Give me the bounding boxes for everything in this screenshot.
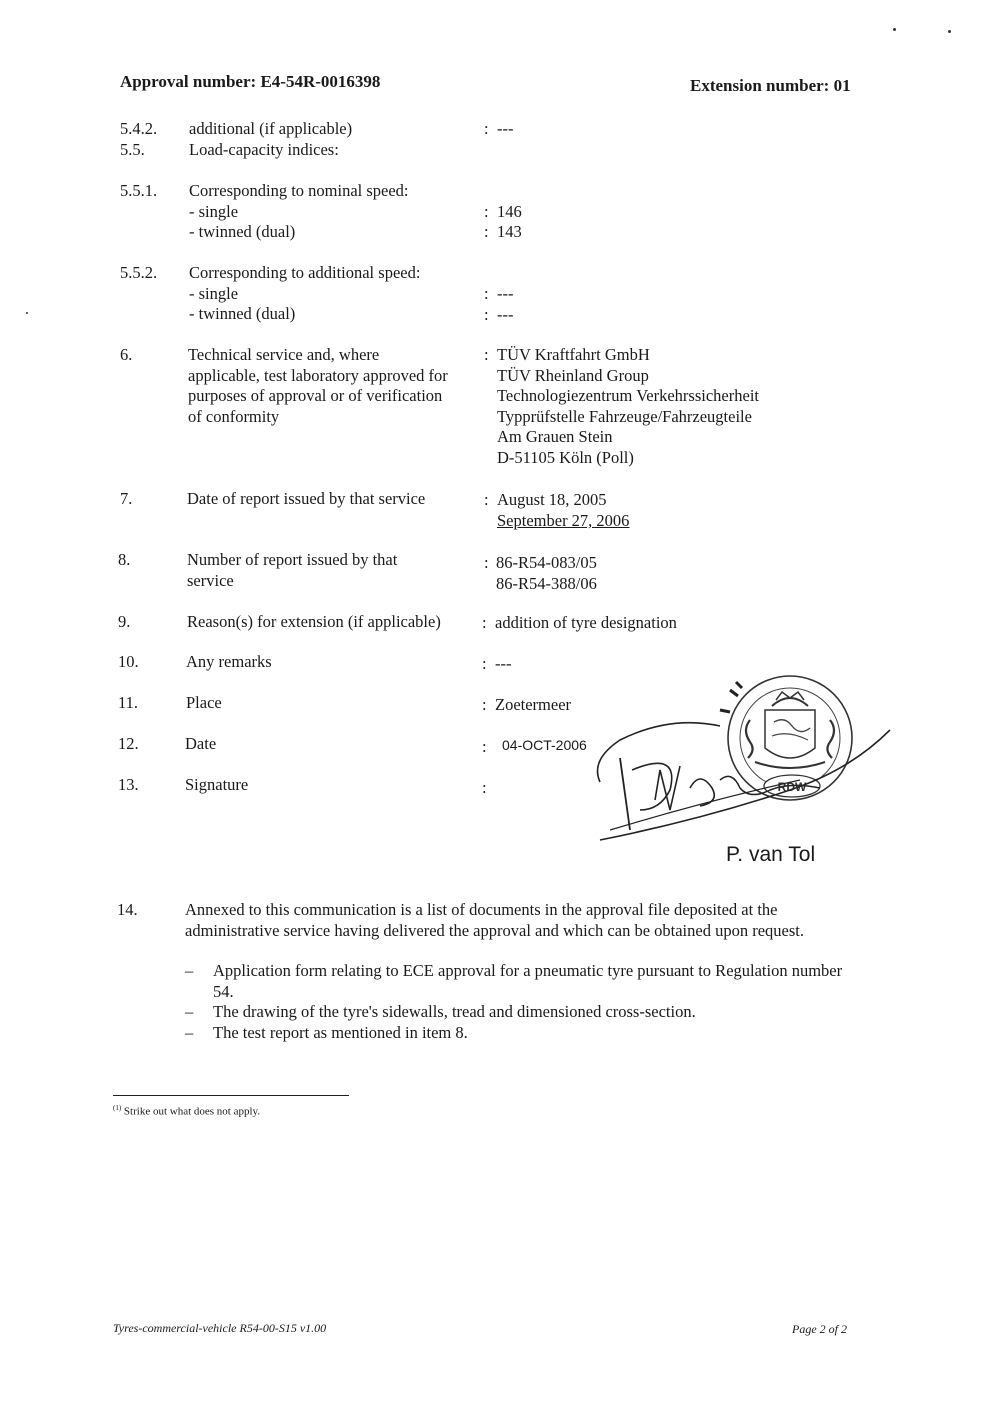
item-label: Place — [186, 693, 222, 712]
colon: : — [484, 345, 489, 364]
rdw-seal-and-signature — [560, 670, 900, 850]
report-number-1: 86-R54-083/05 — [496, 553, 597, 572]
colon: : — [484, 284, 489, 303]
extension-reason: addition of tyre designation — [495, 613, 677, 632]
label-line: of conformity — [188, 406, 280, 426]
label-line: Number of report issued by that — [187, 550, 398, 569]
load-index-single: --- — [497, 284, 514, 303]
approval-number: E4-54R-0016398 — [260, 72, 381, 91]
scan-speck — [948, 30, 951, 33]
sub-label-single: - single — [189, 284, 239, 303]
technical-service-address — [497, 345, 759, 468]
bullet-dash: – — [185, 1023, 194, 1042]
approval-label: Approval number: — [120, 72, 257, 91]
address-line: TÜV Rheinland Group — [497, 365, 649, 385]
load-index-single: 146 — [497, 202, 522, 221]
annex-paragraph: Annexed to this communication is a list of documents in the approval file deposited at the administrative service having delivered the approval and which can be obtained upon request. — [185, 900, 804, 940]
load-index-twinned: --- — [497, 305, 514, 324]
remarks-value: --- — [495, 654, 512, 673]
label-line: Technical service and, where — [188, 345, 380, 364]
report-date-1: August 18, 2005 — [497, 490, 607, 509]
signatory-name: P. van Tol — [726, 843, 816, 866]
colon: : — [484, 553, 489, 572]
colon: : — [482, 613, 487, 632]
address-line: D-51105 Köln (Poll) — [497, 447, 634, 467]
scan-speck — [893, 28, 896, 31]
item-number: 5.5.2. — [120, 263, 158, 282]
item-number: 11. — [118, 693, 139, 712]
item-label: Load-capacity indices: — [189, 140, 339, 159]
bullet-text: Application form relating to ECE approval for a pneumatic tyre pursuant to Regulation number 54. — [213, 961, 843, 1001]
list-item — [185, 1023, 845, 1044]
colon: : — [482, 737, 487, 756]
item-label — [188, 345, 448, 427]
item-number: 12. — [118, 734, 139, 753]
scan-speck — [26, 312, 28, 314]
approval-number-heading — [120, 72, 380, 92]
colon: : — [484, 202, 489, 221]
colon: : — [482, 695, 487, 714]
colon: : — [482, 778, 487, 797]
list-item — [185, 1002, 845, 1023]
item-label: Any remarks — [186, 652, 272, 671]
item-number: 6. — [120, 345, 133, 364]
footer-page-number: Page 2 of 2 — [792, 1322, 847, 1336]
date-value: 04-OCT-2006 — [502, 737, 587, 753]
item-label: Signature — [185, 775, 249, 794]
item-value: --- — [497, 119, 514, 138]
footer-document-id: Tyres-commercial-vehicle R54-00-S15 v1.00 — [113, 1321, 327, 1335]
bullet-text: The test report as mentioned in item 8. — [213, 1023, 468, 1042]
footnote-divider — [113, 1095, 349, 1096]
report-date-2: September 27, 2006 — [497, 511, 630, 530]
item-label: Date of report issued by that service — [187, 489, 426, 508]
sub-label-twinned: - twinned (dual) — [189, 222, 296, 241]
colon: : — [484, 490, 489, 509]
load-index-twinned: 143 — [497, 222, 522, 241]
item-number: 10. — [118, 652, 139, 671]
bullet-text: The drawing of the tyre's sidewalls, tread and dimensioned cross-section. — [213, 1002, 696, 1021]
address-line: Technologiezentrum Verkehrssicherheit — [497, 386, 759, 405]
item-label: Date — [185, 734, 217, 753]
item-number: 5.5. — [120, 140, 145, 159]
item-label: Reason(s) for extension (if applicable) — [187, 612, 441, 631]
bullet-dash: – — [185, 961, 194, 980]
label-line: service — [187, 570, 234, 590]
address-line: TÜV Kraftfahrt GmbH — [497, 345, 650, 364]
report-number-2: 86-R54-388/06 — [496, 574, 597, 593]
sub-label-single: - single — [189, 202, 239, 221]
item-number: 7. — [120, 489, 133, 508]
item-number: 5.4.2. — [120, 119, 158, 138]
item-label — [187, 550, 397, 591]
bullet-dash: – — [185, 1002, 194, 1021]
footnote-mark: (1) — [113, 1104, 122, 1112]
place-value: Zoetermeer — [495, 695, 572, 714]
item-number: 5.5.1. — [120, 181, 158, 200]
footnote — [113, 1104, 260, 1118]
item-number: 14. — [117, 900, 138, 919]
item-label: additional (if applicable) — [189, 119, 353, 138]
list-item — [185, 961, 845, 1003]
item-label: Corresponding to additional speed: — [189, 263, 421, 282]
colon: : — [484, 119, 489, 138]
colon: : — [484, 305, 489, 324]
item-number: 9. — [118, 612, 131, 631]
item-label: Corresponding to nominal speed: — [189, 181, 409, 200]
label-line: applicable, test laboratory approved for — [188, 365, 448, 385]
colon: : — [482, 654, 487, 673]
item-number: 8. — [118, 550, 131, 569]
extension-number: Extension number: 01 — [690, 76, 851, 95]
sub-label-twinned: - twinned (dual) — [189, 304, 296, 323]
footnote-text: Strike out what does not apply. — [123, 1105, 261, 1118]
colon: : — [484, 222, 489, 241]
address-line: Typprüfstelle Fahrzeuge/Fahrzeugteile — [497, 406, 752, 426]
item-number: 13. — [118, 775, 139, 794]
stamp-text: RDW — [777, 780, 807, 794]
address-line: Am Grauen Stein — [497, 427, 613, 446]
label-line: purposes of approval or of verification — [188, 386, 443, 405]
